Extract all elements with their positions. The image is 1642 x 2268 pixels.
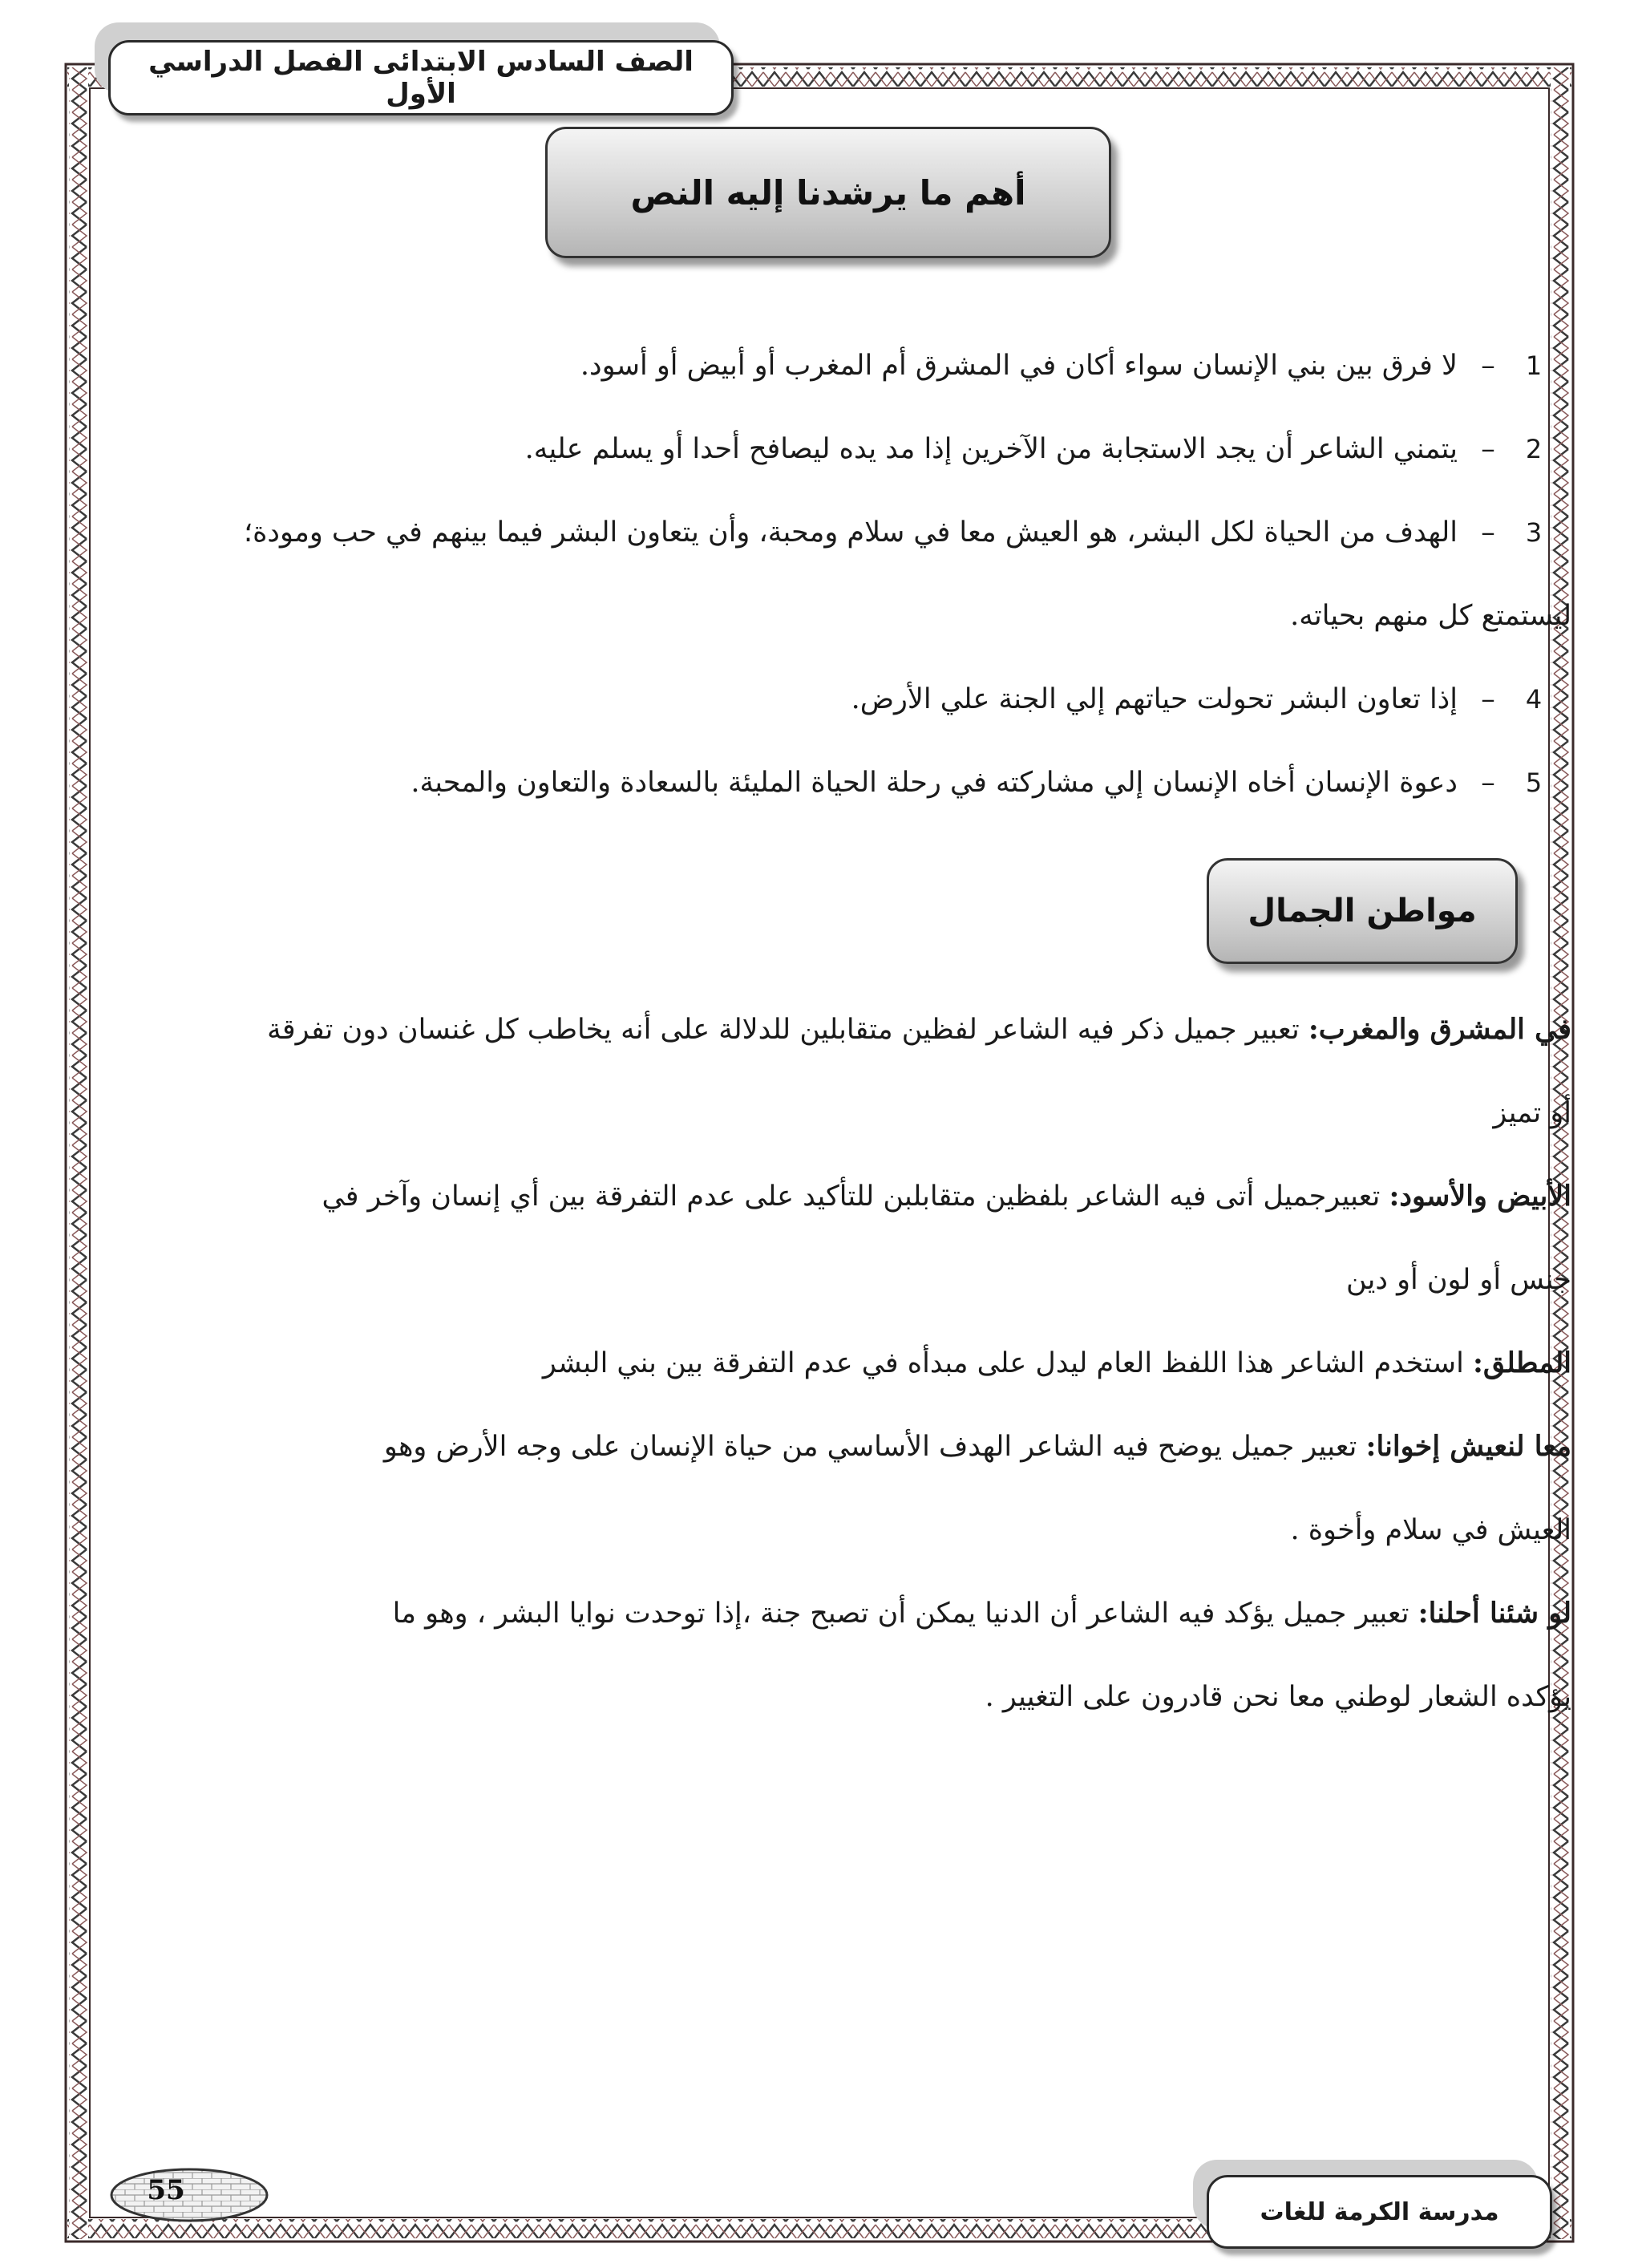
beauty-term: لو شئنا أحلنا: bbox=[1418, 1597, 1571, 1630]
beauty-explanation: تعبير جميل يوضح فيه الشاعر الهدف الأساسي من حياة الإنسان على وجه الأرض وهو bbox=[383, 1431, 1366, 1463]
grade-label: الصف السادس الابتدائى الفصل الدراسي الأول bbox=[148, 46, 694, 110]
list-item bbox=[136, 762, 1571, 804]
beauty-points bbox=[136, 1009, 1571, 1760]
list-dash: – bbox=[1481, 683, 1495, 715]
beauty-explanation: تعبير جميل ذكر فيه الشاعر لفظين متقابلين للدلالة على أنه يخاطب كل غنسان دون تفرقة bbox=[267, 1014, 1308, 1046]
list-dash: – bbox=[1481, 767, 1495, 799]
list-item bbox=[136, 678, 1571, 720]
school-name: مدرسة الكرمة للغات bbox=[1260, 2197, 1499, 2226]
beauty-explanation: تعبير جميل يؤكد فيه الشاعر أن الدنيا يمكن أن تصبح جنة ،إذا توحدت نوايا البشر ، وهو ما bbox=[392, 1598, 1418, 1630]
school-name-tab bbox=[1207, 2175, 1552, 2249]
beauty-continuation: العيش في سلام وأخوة . bbox=[1290, 1514, 1571, 1546]
lessons-list bbox=[136, 345, 1571, 845]
grade-label-tab bbox=[108, 40, 734, 115]
list-item-number: 4 bbox=[1525, 684, 1543, 715]
section-title: أهم ما يرشدنا إليه النص bbox=[630, 172, 1026, 213]
list-item-text: الهدف من الحياة لكل البشر، هو العيش معا في سلام ومحبة، وأن يتعاون البشر فيما بينهم في حب ومودة؛ bbox=[243, 516, 1458, 549]
list-item-number: 1 bbox=[1525, 350, 1543, 381]
list-item-text: لا فرق بين بني الإنسان سواء أكان في المشرق أم المغرب أو أبيض أو أسود. bbox=[580, 350, 1458, 382]
list-dash: – bbox=[1481, 350, 1495, 382]
list-item-number: 2 bbox=[1525, 434, 1543, 464]
beauty-term: معا لنعيش إخوانا: bbox=[1365, 1430, 1571, 1463]
beauty-point bbox=[136, 1426, 1571, 1551]
section-title-box bbox=[1207, 858, 1518, 964]
list-item bbox=[136, 428, 1571, 470]
beauty-term: في المشرق والمغرب: bbox=[1308, 1013, 1571, 1046]
beauty-explanation: تعبيرجميل أتى فيه الشاعر بلفظين متقابلبن للتأكيد على عدم التفرقة بين أي إنسان وآخر في bbox=[322, 1181, 1389, 1213]
beauty-point bbox=[136, 1343, 1571, 1384]
list-dash: – bbox=[1481, 516, 1495, 549]
list-item bbox=[136, 345, 1571, 387]
list-item-text: إذا تعاون البشر تحولت حياتهم إلي الجنة علي الأرض. bbox=[851, 683, 1458, 715]
beauty-point bbox=[136, 1176, 1571, 1301]
beauty-continuation: يؤكده الشعار لوطني معا نحن قادرون على التغيير . bbox=[985, 1681, 1571, 1713]
beauty-term: المطلق: bbox=[1472, 1347, 1571, 1379]
list-item bbox=[136, 512, 1571, 553]
beauty-term: الأبيض والأسود: bbox=[1389, 1180, 1571, 1213]
section-title-box bbox=[545, 127, 1111, 258]
list-item-text: يتمني الشاعر أن يجد الاستجابة من الآخرين إذا مد يده ليصافح أحدا أو يسلم عليه. bbox=[524, 433, 1458, 465]
beauty-point bbox=[136, 1009, 1571, 1134]
list-item-text: دعوة الإنسان أخاه الإنسان إلي مشاركته في رحلة الحياة المليئة بالسعادة والتعاون والمحبة. bbox=[410, 767, 1458, 799]
beauty-explanation: استخدم الشاعر هذا اللفظ العام ليدل على مبدأه في عدم التفرقة بين بني البشر bbox=[542, 1347, 1473, 1379]
list-item-number: 5 bbox=[1525, 767, 1543, 798]
beauty-point bbox=[136, 1593, 1571, 1718]
beauty-continuation: أو تميز bbox=[1493, 1097, 1571, 1129]
list-item-continuation: ليستمتع كل منهم بحياته. bbox=[1290, 600, 1571, 632]
section-title: مواطن الجمال bbox=[1248, 893, 1477, 929]
list-dash: – bbox=[1481, 433, 1495, 465]
list-item-number: 3 bbox=[1525, 517, 1543, 548]
beauty-continuation: جنس أو لون أو دين bbox=[1346, 1264, 1571, 1296]
page-number: 55 bbox=[147, 2174, 185, 2206]
